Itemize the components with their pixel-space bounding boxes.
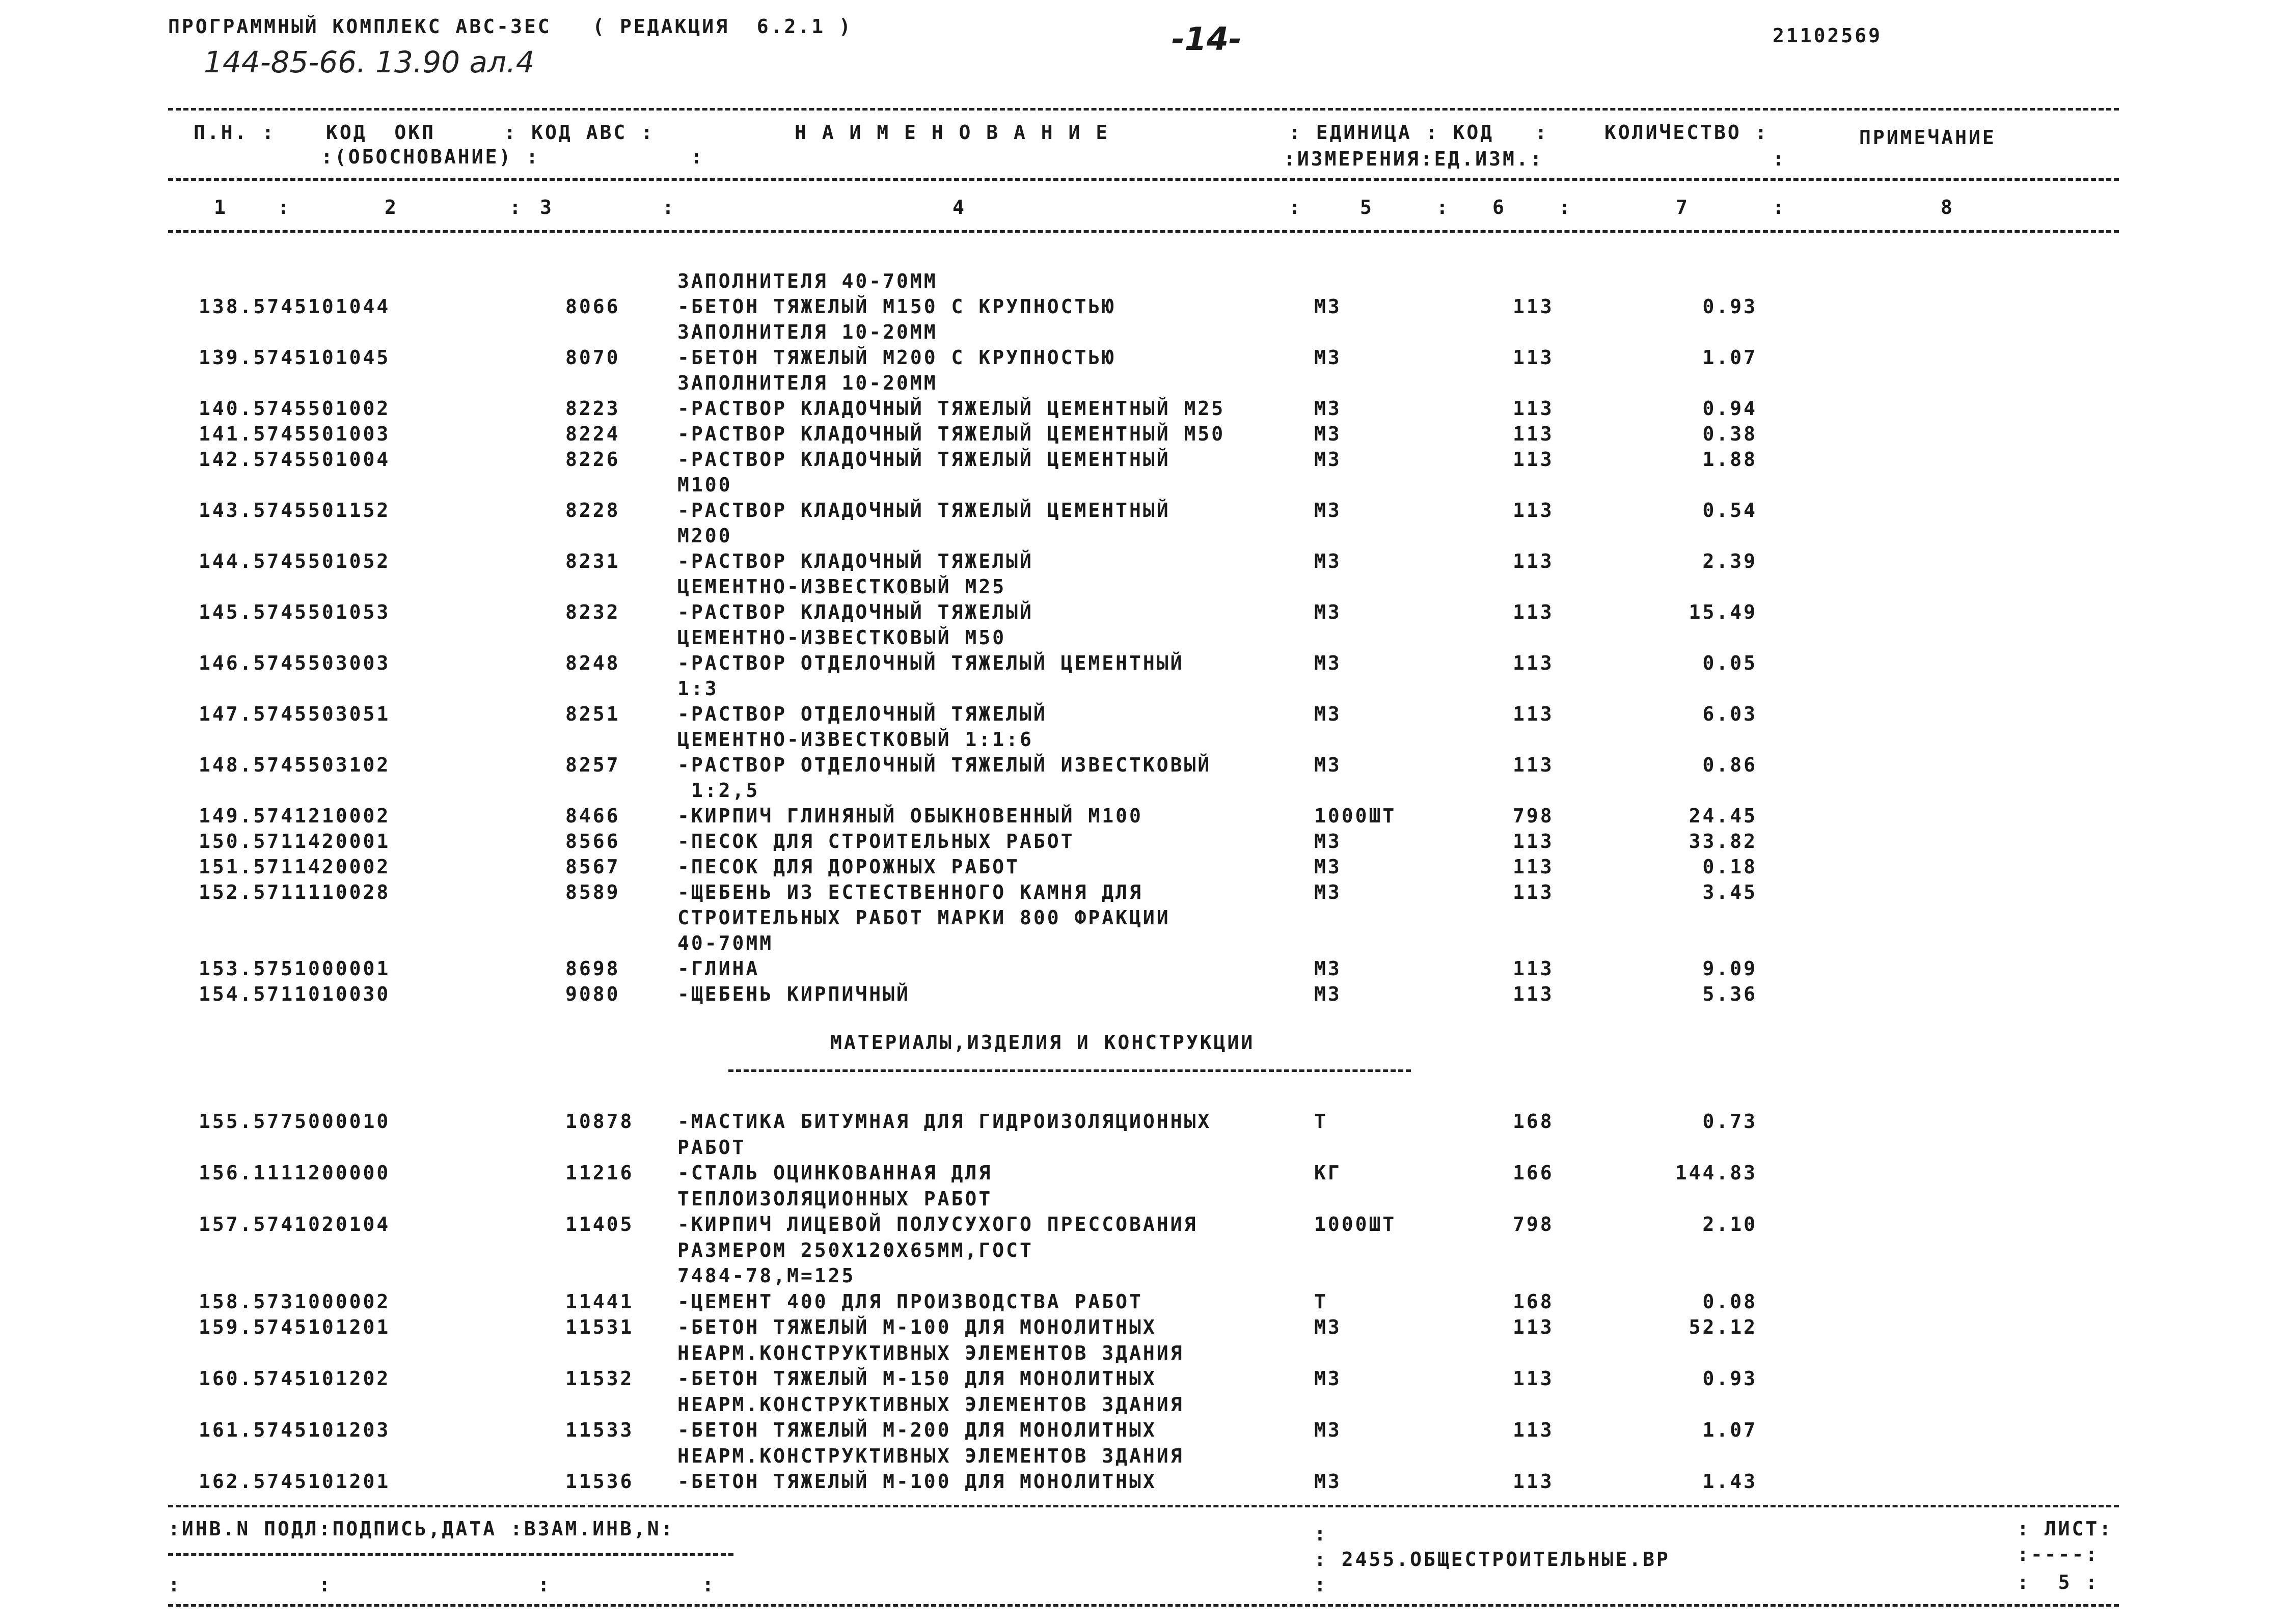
sheet-number: : 5 : <box>2017 1571 2100 1593</box>
row-number-okp: 153.5751000001 <box>199 957 391 980</box>
column-number: 3 <box>540 196 554 218</box>
table-row <box>168 1110 2155 1136</box>
item-name: М200 <box>677 525 732 547</box>
abc-code: 8248 <box>565 652 620 674</box>
quantity: 0.86 <box>1702 754 1757 776</box>
item-name: -РАСТВОР КЛАДОЧНЫЙ ТЯЖЕЛЫЙ <box>677 550 1033 572</box>
abc-code: 8231 <box>565 550 620 572</box>
row-number-okp: 143.5745501152 <box>199 499 391 521</box>
unit-code: 113 <box>1513 423 1554 445</box>
abc-code: 11405 <box>565 1213 634 1235</box>
column-number: 2 <box>385 196 398 218</box>
unit: М3 <box>1314 983 1342 1005</box>
item-name: -БЕТОН ТЯЖЕЛЫЙ М150 С КРУПНОСТЬЮ <box>677 295 1116 318</box>
abc-code: 11216 <box>565 1162 634 1184</box>
item-name: -КИРПИЧ ГЛИНЯНЫЙ ОБЫКНОВЕННЫЙ М100 <box>677 805 1143 827</box>
table-row <box>168 728 2155 754</box>
quantity: 0.94 <box>1702 397 1757 420</box>
column-number: 4 <box>953 196 966 218</box>
header-rule-top <box>168 108 2119 111</box>
column-number: : <box>278 196 291 218</box>
column-number: 8 <box>1941 196 1954 218</box>
unit: М3 <box>1314 1367 1342 1390</box>
unit: М3 <box>1314 448 1342 471</box>
col-header-note: ПРИМЕЧАНИЕ <box>1859 126 1996 149</box>
row-number-okp: 155.5775000010 <box>199 1110 391 1133</box>
table-row <box>168 1264 2155 1290</box>
footer-doc-title: : 2455.ОБЩЕСТРОИТЕЛЬНЫЕ.ВР <box>1314 1548 1670 1571</box>
abc-code: 8589 <box>565 881 620 903</box>
table-row <box>168 346 2155 372</box>
item-name: -РАСТВОР КЛАДОЧНЫЙ ТЯЖЕЛЫЙ ЦЕМЕНТНЫЙ <box>677 448 1171 471</box>
row-number-okp: 161.5745101203 <box>199 1419 391 1441</box>
unit-code: 166 <box>1513 1162 1554 1184</box>
unit-code: 113 <box>1513 295 1554 318</box>
column-number: 6 <box>1492 196 1506 218</box>
item-name: СТРОИТЕЛЬНЫХ РАБОТ МАРКИ 800 ФРАКЦИИ <box>677 906 1171 929</box>
col-header-name: Н А И М Е Н О В А Н И Е <box>795 121 1110 144</box>
unit: 1000ШТ <box>1314 1213 1397 1235</box>
row-number-okp: 157.5741020104 <box>199 1213 391 1235</box>
table-row <box>168 575 2155 601</box>
unit: М3 <box>1314 423 1342 445</box>
unit-code: 113 <box>1513 346 1554 369</box>
column-number: : <box>1773 196 1786 218</box>
quantity: 33.82 <box>1689 830 1757 852</box>
abc-code: 9080 <box>565 983 620 1005</box>
column-number: 1 <box>214 196 228 218</box>
column-number: 7 <box>1676 196 1690 218</box>
quantity: 9.09 <box>1702 957 1757 980</box>
row-number-okp: 150.5711420001 <box>199 830 391 852</box>
item-name: РАЗМЕРОМ 250Х120Х65ММ,ГОСТ <box>677 1238 1033 1261</box>
abc-code: 8566 <box>565 830 620 852</box>
table-row <box>168 448 2155 474</box>
table-row <box>168 397 2155 423</box>
unit: М3 <box>1314 652 1342 674</box>
unit: КГ <box>1314 1162 1342 1184</box>
column-number: : <box>1436 196 1450 218</box>
row-number-okp: 158.5731000002 <box>199 1290 391 1313</box>
sheet-separator: :----: <box>2017 1543 2100 1565</box>
quantity: 144.83 <box>1675 1162 1757 1184</box>
table-row <box>168 983 2155 1008</box>
table-row <box>168 881 2155 906</box>
quantity: 0.05 <box>1702 652 1757 674</box>
item-name: ЦЕМЕНТНО-ИЗВЕСТКОВЫЙ 1:1:6 <box>677 728 1033 751</box>
unit-code: 113 <box>1513 1470 1554 1493</box>
abc-code: 8223 <box>565 397 620 420</box>
unit-code: 113 <box>1513 550 1554 572</box>
table-row <box>168 499 2155 525</box>
page-mark: -14- <box>1172 20 1242 58</box>
unit: Т <box>1314 1110 1328 1133</box>
item-name: -СТАЛЬ ОЦИНКОВАННАЯ ДЛЯ <box>677 1162 993 1184</box>
row-number-okp: 160.5745101202 <box>199 1367 391 1390</box>
item-name: 1:2,5 <box>677 779 760 802</box>
table-row <box>168 372 2155 397</box>
unit: М3 <box>1314 1470 1342 1493</box>
unit-code: 113 <box>1513 1316 1554 1338</box>
unit-code: 113 <box>1513 1367 1554 1390</box>
item-name: -РАСТВОР КЛАДОЧНЫЙ ТЯЖЕЛЫЙ ЦЕМЕНТНЫЙ М25 <box>677 397 1226 420</box>
abc-code: 8226 <box>565 448 620 471</box>
unit: М3 <box>1314 550 1342 572</box>
quantity: 0.54 <box>1702 499 1757 521</box>
table-row <box>168 677 2155 703</box>
table-row <box>168 754 2155 779</box>
header-rule-bottom <box>168 230 2119 233</box>
item-name: ЦЕМЕНТНО-ИЗВЕСТКОВЫЙ М50 <box>677 626 1006 649</box>
quantity: 2.10 <box>1702 1213 1757 1235</box>
col-header-unit-code: : ЕДИНИЦА : КОД : <box>1289 121 1549 144</box>
item-name: -РАСТВОР ОТДЕЛОЧНЫЙ ТЯЖЕЛЫЙ <box>677 703 1047 725</box>
unit-code: 168 <box>1513 1290 1554 1313</box>
unit-code: 113 <box>1513 957 1554 980</box>
item-name: -БЕТОН ТЯЖЕЛЫЙ М-100 ДЛЯ МОНОЛИТНЫХ <box>677 1470 1157 1493</box>
quantity: 0.93 <box>1702 1367 1757 1390</box>
abc-code: 11531 <box>565 1316 634 1338</box>
quantity: 5.36 <box>1702 983 1757 1005</box>
program-header: ПРОГРАММНЫЙ КОМПЛЕКС АВС-3ЕС ( РЕДАКЦИЯ 6.2.1 ) <box>168 15 853 38</box>
row-number-okp: 152.5711110028 <box>199 881 391 903</box>
unit-code: 798 <box>1513 1213 1554 1235</box>
table-row <box>168 601 2155 626</box>
unit-code: 113 <box>1513 703 1554 725</box>
quantity: 1.07 <box>1702 1419 1757 1441</box>
unit-code: 168 <box>1513 1110 1554 1133</box>
table-row <box>168 423 2155 448</box>
abc-code: 11441 <box>565 1290 634 1313</box>
footer-inventory-cells: : : : : <box>168 1574 716 1596</box>
item-name: -РАСТВОР КЛАДОЧНЫЙ ТЯЖЕЛЫЙ <box>677 601 1033 623</box>
quantity: 1.43 <box>1702 1470 1757 1493</box>
unit-code: 113 <box>1513 983 1554 1005</box>
table-row <box>168 1188 2155 1213</box>
row-number-okp: 144.5745501052 <box>199 550 391 572</box>
abc-code: 8251 <box>565 703 620 725</box>
table-row <box>168 1162 2155 1187</box>
item-name: ТЕПЛОИЗОЛЯЦИОННЫХ РАБОТ <box>677 1187 993 1210</box>
handwritten-note: 144-85-66. 13.90 ал.4 <box>204 45 535 79</box>
unit: М3 <box>1314 346 1342 369</box>
item-name: РАБОТ <box>677 1136 746 1159</box>
col-header-unit-sub: :ИЗМЕРЕНИЯ:ЕД.ИЗМ.: <box>1284 148 1544 170</box>
abc-code: 10878 <box>565 1110 634 1133</box>
footer-rule-inv <box>168 1553 733 1556</box>
item-name: ЗАПОЛНИТЕЛЯ 40-70ММ <box>677 270 938 292</box>
unit: М3 <box>1314 856 1342 878</box>
table-row <box>168 830 2155 856</box>
col-header-qty-sub: : <box>1773 148 1786 170</box>
item-name: М100 <box>677 474 732 496</box>
column-number: : <box>1559 196 1572 218</box>
footer-rule-bottom <box>168 1604 2119 1607</box>
sheet-label: : ЛИСТ: <box>2017 1518 2113 1540</box>
table-row <box>168 1213 2155 1238</box>
table-row <box>168 1290 2155 1316</box>
footer-inventory: :ИНВ.N ПОДЛ:ПОДПИСЬ,ДАТА :ВЗАМ.ИНВ,N: <box>168 1518 675 1540</box>
item-name: ЗАПОЛНИТЕЛЯ 10-20ММ <box>677 372 938 394</box>
abc-code: 8232 <box>565 601 620 623</box>
unit: М3 <box>1314 499 1342 521</box>
unit: М3 <box>1314 703 1342 725</box>
row-number-okp: 138.5745101044 <box>199 295 391 318</box>
unit: М3 <box>1314 1419 1342 1441</box>
abc-code: 8698 <box>565 957 620 980</box>
item-name: -ЦЕМЕНТ 400 ДЛЯ ПРОИЗВОДСТВА РАБОТ <box>677 1290 1143 1313</box>
item-name: -ПЕСОК ДЛЯ СТРОИТЕЛЬНЫХ РАБОТ <box>677 830 1075 852</box>
abc-code: 11533 <box>565 1419 634 1441</box>
item-name: -КИРПИЧ ЛИЦЕВОЙ ПОЛУСУХОГО ПРЕССОВАНИЯ <box>677 1213 1198 1235</box>
table-row <box>168 321 2155 346</box>
table-row <box>168 1136 2155 1162</box>
table-row <box>168 295 2155 321</box>
quantity: 0.73 <box>1702 1110 1757 1133</box>
row-number-okp: 162.5745101201 <box>199 1470 391 1493</box>
table-row <box>168 856 2155 881</box>
table-row <box>168 957 2155 983</box>
quantity: 3.45 <box>1702 881 1757 903</box>
item-name: 1:3 <box>677 677 719 700</box>
table-row <box>168 1367 2155 1393</box>
item-name: -РАСТВОР ОТДЕЛОЧНЫЙ ТЯЖЕЛЫЙ ИЗВЕСТКОВЫЙ <box>677 754 1212 776</box>
item-name: -БЕТОН ТЯЖЕЛЫЙ М-200 ДЛЯ МОНОЛИТНЫХ <box>677 1419 1157 1441</box>
quantity: 0.18 <box>1702 856 1757 878</box>
item-name: НЕАРМ.КОНСТРУКТИВНЫХ ЭЛЕМЕНТОВ ЗДАНИЯ <box>677 1341 1184 1364</box>
item-name: НЕАРМ.КОНСТРУКТИВНЫХ ЭЛЕМЕНТОВ ЗДАНИЯ <box>677 1393 1184 1416</box>
table-row <box>168 652 2155 677</box>
quantity: 2.39 <box>1702 550 1757 572</box>
unit-code: 798 <box>1513 805 1554 827</box>
unit: 1000ШТ <box>1314 805 1397 827</box>
table-row <box>168 550 2155 575</box>
unit: М3 <box>1314 957 1342 980</box>
item-name: -БЕТОН ТЯЖЕЛЫЙ М200 С КРУПНОСТЬЮ <box>677 346 1116 369</box>
quantity: 0.93 <box>1702 295 1757 318</box>
abc-code: 8228 <box>565 499 620 521</box>
unit-code: 113 <box>1513 397 1554 420</box>
quantity: 1.88 <box>1702 448 1757 471</box>
column-number: 5 <box>1360 196 1374 218</box>
table-row <box>168 1342 2155 1367</box>
quantity: 24.45 <box>1689 805 1757 827</box>
item-name: -РАСТВОР КЛАДОЧНЫЙ ТЯЖЕЛЫЙ ЦЕМЕНТНЫЙ М50 <box>677 423 1226 445</box>
section-underline <box>728 1069 1411 1072</box>
unit-code: 113 <box>1513 601 1554 623</box>
row-number-okp: 159.5745101201 <box>199 1316 391 1338</box>
table-row <box>168 805 2155 830</box>
unit-code: 113 <box>1513 652 1554 674</box>
row-number-okp: 147.5745503051 <box>199 703 391 725</box>
footer-doc-title-left3: : <box>1314 1574 1328 1596</box>
table-row <box>168 1445 2155 1470</box>
unit: М3 <box>1314 295 1342 318</box>
table-row <box>168 703 2155 728</box>
item-name: -РАСТВОР КЛАДОЧНЫЙ ТЯЖЕЛЫЙ ЦЕМЕНТНЫЙ <box>677 499 1171 521</box>
unit-code: 113 <box>1513 448 1554 471</box>
unit: М3 <box>1314 754 1342 776</box>
table-row <box>168 270 2155 295</box>
quantity: 6.03 <box>1702 703 1757 725</box>
item-name: -ГЛИНА <box>677 957 760 980</box>
col-header-okp-sub: :(ОБОСНОВАНИЕ) : : <box>321 146 704 168</box>
row-number-okp: 142.5745501004 <box>199 448 391 471</box>
abc-code: 8066 <box>565 295 620 318</box>
row-number-okp: 146.5745503003 <box>199 652 391 674</box>
item-name: -ЩЕБЕНЬ ИЗ ЕСТЕСТВЕННОГО КАМНЯ ДЛЯ <box>677 881 1143 903</box>
column-number: : <box>662 196 676 218</box>
col-header-qty: КОЛИЧЕСТВО : <box>1604 121 1769 144</box>
row-number-okp: 140.5745501002 <box>199 397 391 420</box>
col-header-n: П.Н. : <box>194 121 276 144</box>
unit: М3 <box>1314 397 1342 420</box>
quantity: 1.07 <box>1702 346 1757 369</box>
footer-rule-top <box>168 1505 2119 1507</box>
unit-code: 113 <box>1513 856 1554 878</box>
quantity: 15.49 <box>1689 601 1757 623</box>
table-row <box>168 474 2155 499</box>
row-number-okp: 156.1111200000 <box>199 1162 391 1184</box>
row-number-okp: 151.5711420002 <box>199 856 391 878</box>
table-row <box>168 932 2155 957</box>
unit-code: 113 <box>1513 1419 1554 1441</box>
table-row <box>168 525 2155 550</box>
unit: М3 <box>1314 881 1342 903</box>
row-number-okp: 141.5745501003 <box>199 423 391 445</box>
quantity: 0.38 <box>1702 423 1757 445</box>
document-code: 21102569 <box>1773 24 1883 47</box>
item-name: НЕАРМ.КОНСТРУКТИВНЫХ ЭЛЕМЕНТОВ ЗДАНИЯ <box>677 1444 1184 1467</box>
row-number-okp: 145.5745501053 <box>199 601 391 623</box>
table-row <box>168 1239 2155 1264</box>
table-row <box>168 779 2155 805</box>
row-number-okp: 148.5745503102 <box>199 754 391 776</box>
footer-doc-title-left: : <box>1314 1523 1328 1545</box>
col-header-okp-abc: КОД ОКП : КОД АВС : <box>326 121 655 144</box>
quantity: 52.12 <box>1689 1316 1757 1338</box>
item-name: -БЕТОН ТЯЖЕЛЫЙ М-150 ДЛЯ МОНОЛИТНЫХ <box>677 1367 1157 1390</box>
table-row <box>168 1393 2155 1419</box>
table-row <box>168 1316 2155 1341</box>
unit-code: 113 <box>1513 754 1554 776</box>
unit-code: 113 <box>1513 881 1554 903</box>
row-number-okp: 149.5741210002 <box>199 805 391 827</box>
column-number: : <box>509 196 523 218</box>
unit: М3 <box>1314 601 1342 623</box>
abc-code: 8257 <box>565 754 620 776</box>
unit-code: 113 <box>1513 499 1554 521</box>
table-row <box>168 626 2155 652</box>
unit: Т <box>1314 1290 1328 1313</box>
item-name: -РАСТВОР ОТДЕЛОЧНЫЙ ТЯЖЕЛЫЙ ЦЕМЕНТНЫЙ <box>677 652 1184 674</box>
table-row <box>168 1419 2155 1444</box>
item-name: -МАСТИКА БИТУМНАЯ ДЛЯ ГИДРОИЗОЛЯЦИОННЫХ <box>677 1110 1212 1133</box>
unit: М3 <box>1314 1316 1342 1338</box>
section-title: МАТЕРИАЛЫ,ИЗДЕЛИЯ И КОНСТРУКЦИИ <box>830 1031 1255 1054</box>
item-name: 40-70ММ <box>677 932 774 954</box>
item-name: -ПЕСОК ДЛЯ ДОРОЖНЫХ РАБОТ <box>677 856 1020 878</box>
table-row <box>168 906 2155 932</box>
quantity: 0.08 <box>1702 1290 1757 1313</box>
table-row <box>168 1470 2155 1496</box>
header-rule-mid <box>168 178 2119 181</box>
abc-code: 8567 <box>565 856 620 878</box>
unit: М3 <box>1314 830 1342 852</box>
abc-code: 11536 <box>565 1470 634 1493</box>
abc-code: 8070 <box>565 346 620 369</box>
item-name: ЗАПОЛНИТЕЛЯ 10-20ММ <box>677 321 938 343</box>
abc-code: 8224 <box>565 423 620 445</box>
row-number-okp: 154.5711010030 <box>199 983 391 1005</box>
abc-code: 11532 <box>565 1367 634 1390</box>
abc-code: 8466 <box>565 805 620 827</box>
item-name: 7484-78,М=125 <box>677 1264 856 1287</box>
item-name: -БЕТОН ТЯЖЕЛЫЙ М-100 ДЛЯ МОНОЛИТНЫХ <box>677 1316 1157 1338</box>
item-name: ЦЕМЕНТНО-ИЗВЕСТКОВЫЙ М25 <box>677 575 1006 598</box>
unit-code: 113 <box>1513 830 1554 852</box>
column-number: : <box>1289 196 1302 218</box>
item-name: -ЩЕБЕНЬ КИРПИЧНЫЙ <box>677 983 910 1005</box>
row-number-okp: 139.5745101045 <box>199 346 391 369</box>
